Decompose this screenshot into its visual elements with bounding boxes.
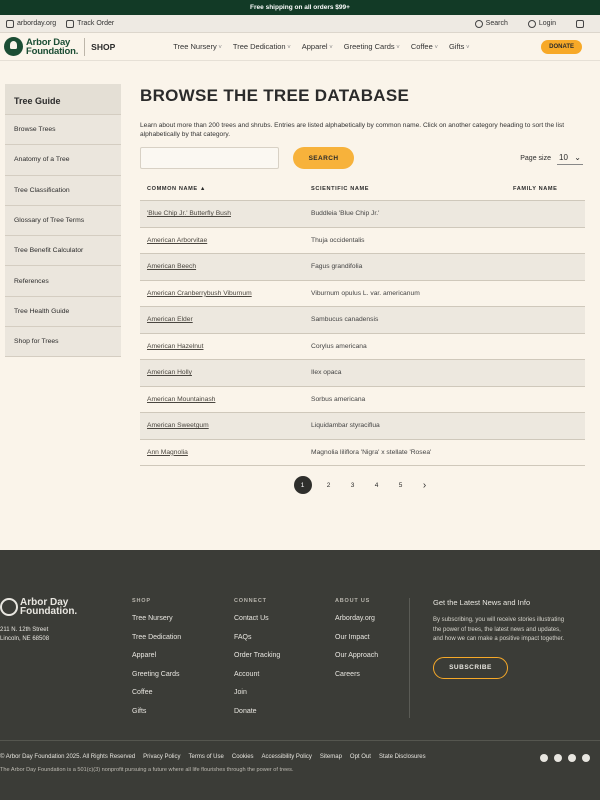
footer-about-column: [335, 598, 378, 689]
table-row: [140, 334, 585, 361]
tree-logo-icon: [4, 37, 23, 56]
page-4[interactable]: 4: [374, 481, 379, 489]
footer-logo-line-2: Foundation.: [20, 606, 78, 617]
page-size-control: [520, 151, 583, 165]
table-header: [140, 177, 585, 201]
sidebar-item-benefit-calculator[interactable]: Tree Benefit Calculator: [5, 236, 121, 266]
home-icon: [6, 20, 14, 28]
table-row: [140, 254, 585, 281]
brand-line-2: Foundation.: [26, 45, 79, 57]
footer-link[interactable]: Account: [234, 670, 260, 678]
tree-logo-icon: [0, 598, 18, 616]
intro-text: Learn about more than 200 trees and shrubs. Entries are listed alphabetically by common name. Click on another category heading to sort the list alphabetically by that category.: [140, 122, 565, 138]
page-size-select[interactable]: [557, 151, 583, 165]
footer-divider: [409, 598, 410, 718]
user-icon: [528, 20, 536, 28]
footer-link[interactable]: Join: [234, 689, 247, 697]
nav-gifts[interactable]: Gifts ˅: [449, 42, 470, 51]
table-row: [140, 387, 585, 414]
table-row: [140, 360, 585, 387]
cookies-link[interactable]: Cookies: [231, 754, 254, 760]
footer-logo-line-1: Arbor Day: [20, 597, 69, 608]
nav-tree-nursery[interactable]: Tree Nursery ˅: [173, 42, 222, 51]
track-order-label: Track Order: [77, 20, 115, 27]
promo-banner: Free shipping on all orders $99+: [0, 0, 600, 15]
main-content: [140, 84, 585, 494]
site-footer: [0, 550, 600, 800]
common-name-link[interactable]: Ann Magnolia: [147, 448, 188, 456]
footer-logo[interactable]: [0, 598, 77, 616]
opt-out-link[interactable]: Opt Out: [349, 754, 371, 760]
scientific-name: Magnolia liliflora 'Nigra' x stellate 'Rosea': [311, 448, 432, 456]
footer-shop-heading: SHOP: [132, 598, 151, 604]
nav-coffee[interactable]: Coffee ˅: [411, 42, 438, 51]
next-page-icon[interactable]: ›: [422, 479, 427, 491]
header-scientific-name[interactable]: SCIENTIFIC NAME: [311, 185, 370, 192]
scientific-name: Fagus grandifolia: [311, 263, 363, 271]
table-row: [140, 281, 585, 308]
sidebar-item-anatomy[interactable]: Anatomy of a Tree: [5, 145, 121, 175]
footer-link[interactable]: Donate: [234, 707, 257, 715]
terms-link[interactable]: Terms of Use: [188, 754, 224, 760]
footer-rule: [0, 740, 600, 741]
header-family-name[interactable]: FAMILY NAME: [513, 185, 558, 192]
common-name-link[interactable]: American Elder: [147, 316, 193, 324]
sidebar-item-shop-trees[interactable]: Shop for Trees: [5, 327, 121, 357]
facebook-icon[interactable]: [540, 754, 548, 762]
footer-link[interactable]: Our Impact: [335, 633, 370, 641]
arborday-link[interactable]: [6, 20, 56, 28]
shop-label[interactable]: SHOP: [91, 41, 116, 52]
footer-link[interactable]: FAQs: [234, 633, 252, 641]
sidebar-title: Tree Guide: [5, 84, 121, 115]
newsletter-heading: Get the Latest News and Info: [433, 598, 531, 607]
tree-guide-sidebar: [5, 84, 121, 357]
search-link[interactable]: [475, 20, 508, 28]
search-input[interactable]: [140, 147, 279, 169]
nav-greeting-cards[interactable]: Greeting Cards ˅: [344, 42, 400, 51]
brand-line-1: Arbor Day: [26, 36, 71, 48]
common-name-link[interactable]: American Cranberrybush Viburnum: [147, 289, 252, 297]
cart-icon: [576, 20, 584, 28]
sidebar-item-references[interactable]: References: [5, 266, 121, 296]
scientific-name: Liquidambar styraciflua: [311, 422, 380, 430]
footer-link[interactable]: Arborday.org: [335, 615, 375, 622]
table-row: [140, 201, 585, 228]
search-icon: [475, 20, 483, 28]
nav-tree-dedication[interactable]: Tree Dedication ˅: [233, 42, 291, 51]
search-label: Search: [485, 20, 508, 27]
nav-apparel[interactable]: Apparel ˅: [302, 42, 333, 51]
utility-bar: [0, 15, 600, 33]
footer-about-heading: ABOUT US: [335, 598, 371, 604]
newsletter-block: [433, 598, 568, 679]
footer-connect-heading: CONNECT: [234, 598, 267, 604]
donate-button[interactable]: DONATE: [541, 40, 582, 54]
nav-divider: [84, 38, 85, 56]
scientific-name: Sorbus americana: [311, 395, 366, 403]
search-button[interactable]: SEARCH: [293, 147, 354, 169]
scientific-name: Corylus americana: [311, 342, 367, 350]
page-3[interactable]: 3: [350, 481, 355, 489]
address-line-1: 211 N. 12th Street: [0, 627, 49, 633]
copyright: © Arbor Day Foundation 2025. All Rights Reserved: [0, 754, 136, 760]
table-body: [140, 201, 585, 466]
common-name-link[interactable]: American Beech: [147, 263, 197, 271]
scientific-name: Buddleia 'Blue Chip Jr.': [311, 210, 380, 218]
scientific-name: Thuja occidentalis: [311, 236, 365, 244]
instagram-icon[interactable]: [568, 754, 576, 762]
social-links: [540, 754, 590, 762]
login-label: Login: [538, 20, 556, 27]
page-1[interactable]: 1: [294, 476, 312, 494]
common-name-link[interactable]: American Holly: [147, 369, 192, 377]
newsletter-text: By subscribing, you will receive stories illustrating the power of trees, the latest news and updates, and how we can make a positive impact together.: [433, 617, 565, 642]
scientific-name: Sambucus canadensis: [311, 316, 379, 324]
page-2[interactable]: 2: [326, 481, 331, 489]
header-common-name[interactable]: COMMON NAME ▲: [147, 185, 207, 192]
sidebar-item-health-guide[interactable]: Tree Health Guide: [5, 297, 121, 327]
footer-link[interactable]: Apparel: [132, 652, 157, 660]
footer-link[interactable]: Order Tracking: [234, 652, 281, 660]
footer-shop-column: [132, 598, 181, 727]
scientific-name: Ilex opaca: [311, 369, 342, 377]
subscribe-button[interactable]: SUBSCRIBE: [433, 657, 508, 679]
truck-icon: [66, 20, 74, 28]
accessibility-link[interactable]: Accessibility Policy: [261, 754, 312, 760]
table-row: [140, 440, 585, 467]
search-row: [140, 147, 585, 169]
footer-link[interactable]: Our Approach: [335, 652, 379, 660]
sidebar-item-glossary[interactable]: Glossary of Tree Terms: [5, 206, 121, 236]
login-link[interactable]: [528, 20, 556, 28]
common-name-link[interactable]: 'Blue Chip Jr.' Butterfly Bush: [147, 210, 231, 218]
sidebar-item-browse-trees[interactable]: Browse Trees: [5, 115, 121, 145]
pinterest-icon[interactable]: [582, 754, 590, 762]
page-size-label: Page size: [520, 154, 551, 162]
nonprofit-note: The Arbor Day Foundation is a 501(c)(3) nonprofit pursuing a future where all life flourishes through the power of trees.: [0, 767, 294, 773]
state-disclosures-link[interactable]: State Disclosures: [378, 754, 426, 760]
table-row: [140, 228, 585, 255]
table-row: [140, 307, 585, 334]
footer-legal-links: [0, 754, 426, 760]
table-row: [140, 413, 585, 440]
sitemap-link[interactable]: Sitemap: [319, 754, 342, 760]
nav-menu: [173, 42, 469, 51]
footer-link[interactable]: Gifts: [132, 707, 147, 715]
footer-connect-column: [234, 598, 280, 727]
main-nav: [0, 33, 600, 61]
brand-logo[interactable]: [4, 37, 78, 56]
arborday-link-label: arborday.org: [17, 20, 57, 27]
track-order-link[interactable]: [66, 20, 114, 28]
common-name-link[interactable]: American Hazelnut: [147, 342, 204, 350]
address-line-2: Lincoln, NE 68508: [0, 636, 50, 642]
x-icon[interactable]: [554, 754, 562, 762]
footer-link[interactable]: Contact Us: [234, 615, 269, 622]
scientific-name: Viburnum opulus L. var. americanum: [311, 289, 420, 297]
sidebar-item-classification[interactable]: Tree Classification: [5, 176, 121, 206]
common-name-link[interactable]: American Arborvitae: [147, 236, 208, 244]
footer-link[interactable]: Tree Dedication: [132, 633, 182, 641]
footer-link[interactable]: Greeting Cards: [132, 670, 180, 678]
privacy-link[interactable]: Privacy Policy: [143, 754, 181, 760]
page-title: BROWSE THE TREE DATABASE: [140, 86, 410, 105]
common-name-link[interactable]: American Sweetgum: [147, 422, 209, 430]
pagination: [140, 476, 585, 494]
chevron-down-icon: ⌄: [574, 153, 581, 162]
common-name-link[interactable]: American Mountainash: [147, 395, 216, 403]
footer-link[interactable]: Careers: [335, 670, 360, 678]
page-size-value: 10: [559, 153, 568, 162]
cart-button[interactable]: [576, 20, 584, 28]
page-5[interactable]: 5: [398, 481, 403, 489]
footer-address: [0, 626, 49, 644]
footer-link[interactable]: Tree Nursery: [132, 615, 173, 622]
footer-link[interactable]: Coffee: [132, 689, 153, 697]
